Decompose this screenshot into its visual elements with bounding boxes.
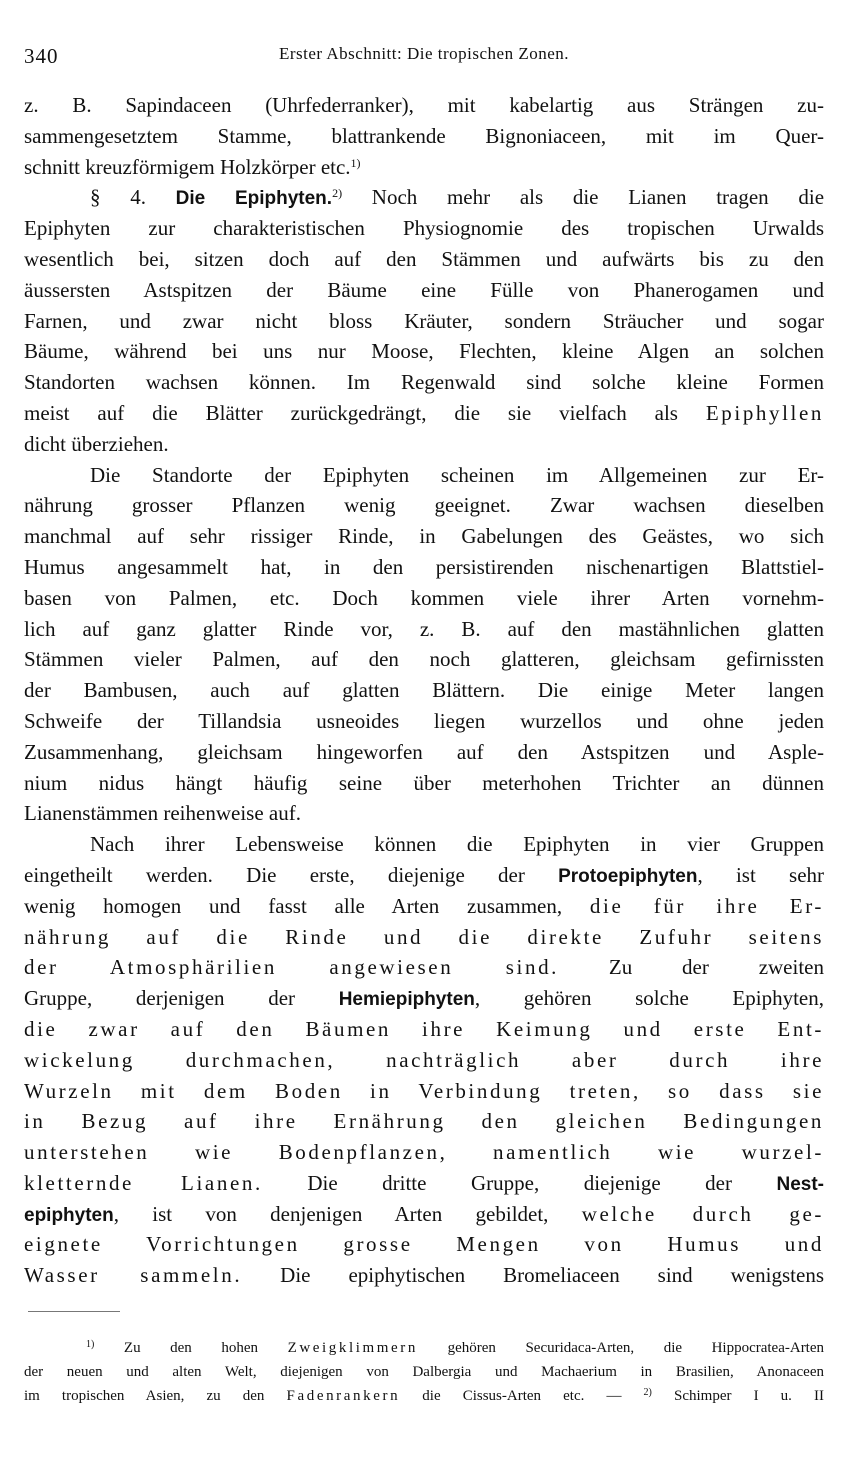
text-line [24, 1137, 824, 1168]
spaced-text: Wasser sammeln. [24, 1263, 243, 1288]
text-line: Schweife der Tillandsia usneoides liegen wurzellos und ohne jeden [24, 708, 824, 733]
spaced-text: unterstehen wie Bodenpflanzen, namentlich wie wurzel- [24, 1140, 824, 1165]
spaced-text: der Atmosphärilien angewiesen sind. [24, 955, 560, 980]
text-line: meist auf die Blätter zurückgedrängt, die sie vielfach als Epiphyllen [24, 400, 825, 425]
text-line: epiphyten, ist von denjenigen Arten gebildet, welche durch ge- [24, 1201, 824, 1226]
text-line: wesentlich bei, sitzen doch auf den Stämmen und aufwärts bis zu den [24, 246, 824, 271]
text-line: kletternde Lianen. Die dritte Gruppe, diejenige der Nest- [24, 1170, 824, 1195]
text-line: Wasser sammeln. Die epiphytischen Bromeliaceen sind wenigstens [24, 1263, 824, 1288]
spaced-text: die für ihre Er- [589, 893, 825, 918]
text-line [24, 1106, 824, 1137]
text-line: eingetheilt werden. Die erste, diejenige der Protoepiphyten, ist sehr [24, 862, 825, 887]
page-header [24, 38, 824, 68]
text-line: Zusammenhang, gleichsam hingeworfen auf den Astspitzen und Asple- [24, 739, 824, 764]
text-line: sammengesetztem Stamme, blattrankende Bignoniaceen, mit im Quer- [24, 123, 824, 148]
section-number: § 4. [90, 185, 146, 210]
text-line: Bäume, während bei uns nur Moose, Flechten, kleine Algen an solchen [24, 339, 824, 364]
text-line: Lianenstämmen reihenweise auf. [24, 801, 301, 826]
spaced-text: kletternde Lianen. [24, 1170, 263, 1195]
spaced-term: Fadenrankern [286, 1388, 401, 1404]
text-line: wenig homogen und fasst alle Arten zusammen, die für ihre Er- [24, 893, 825, 918]
text-line [24, 922, 824, 953]
text-line: nährung grosser Pflanzen wenig geeignet. Zwar wachsen dieselben [24, 493, 824, 518]
text-line: dicht überziehen. [24, 431, 169, 456]
spaced-term: Epiphyllen [705, 400, 825, 425]
footnote-line: im tropischen Asien, zu den Fadenrankern die Cissus-Arten etc. — $^{2)}$ Schimper I u. II [24, 1387, 824, 1404]
footnote-line: der neuen und alten Welt, diejenigen von Dalbergia und Machaerium in Brasilien, Anonaceen [24, 1364, 824, 1380]
text-line: äussersten Astspitzen der Bäume eine Fülle von Phanerogamen und [24, 277, 824, 302]
spaced-text: die zwar auf den Bäumen ihre Keimung und erste Ent- [24, 1016, 824, 1041]
footnote-divider [28, 1311, 120, 1312]
paragraph-start: Die Standorte der Epiphyten scheinen im Allgemeinen zur Er- [90, 462, 824, 487]
footnote-ref: 1) [350, 155, 361, 170]
spaced-text: in Bezug auf ihre Ernährung den gleichen Bedingungen [24, 1109, 824, 1134]
text-line: der Atmosphärilien angewiesen sind. Zu der zweiten [24, 955, 824, 980]
text-line: Farnen, und zwar nicht bloss Kräuter, sondern Sträucher und sogar [24, 308, 824, 333]
section-heading: Die Epiphyten. [175, 188, 333, 210]
group-term: Protoepiphyten [558, 865, 698, 887]
running-title: Erster Abschnitt: Die tropischen Zonen. [278, 44, 570, 63]
footnote-ref: 2) [332, 186, 343, 201]
group-term: Nest- [776, 1173, 824, 1195]
text-line: manchmal auf sehr rissiger Rinde, in Gabelungen des Geästes, wo sich [24, 524, 824, 549]
body-text [24, 90, 824, 1291]
text-line: lich auf ganz glatter Rinde vor, z. B. auf den mastähnlichen glatten [24, 616, 824, 641]
group-term: epiphyten [24, 1204, 114, 1226]
text-line [24, 1076, 824, 1107]
spaced-text: nährung auf die Rinde und die direkte Zufuhr seitens [24, 924, 824, 949]
footnote-marker: 2) [643, 1387, 652, 1398]
spaced-term: Zweigklimmern [287, 1340, 419, 1356]
section-heading-line: § 4. Die Epiphyten.$^{2)}$ Noch mehr als die Lianen tragen die [90, 185, 825, 210]
footnote-line: $^{1)}$ Zu den hohen Zweigklimmern gehören Securidaca-Arten, die Hippocratea-Arten [86, 1339, 825, 1356]
text-line: Standorten wachsen können. Im Regenwald sind solche kleine Formen [24, 370, 824, 395]
text-line: Epiphyten zur charakteristischen Physiognomie des tropischen Urwalds [24, 216, 824, 241]
group-term: Hemiepiphyten [338, 989, 475, 1011]
text-line: der Bambusen, auch auf glatten Blättern. Die einige Meter langen [24, 678, 824, 703]
text-line: basen von Palmen, etc. Doch kommen viele ihrer Arten vornehm- [24, 585, 824, 610]
text-line: nium nidus hängt häufig seine über meterhohen Trichter an dünnen [24, 770, 824, 795]
footnotes [24, 1336, 824, 1408]
spaced-text: welche durch ge- [581, 1201, 824, 1226]
text-line: schnitt kreuzförmigem Holzkörper etc.$^{1)}$ [24, 154, 361, 179]
text-line [24, 1045, 824, 1076]
text-line [24, 1229, 824, 1260]
spaced-text: eignete Vorrichtungen grosse Mengen von Humus und [24, 1232, 824, 1257]
spaced-text: wickelung durchmachen, nachträglich aber durch ihre [24, 1047, 824, 1072]
text-line [24, 1014, 824, 1045]
text-line: Humus angesammelt hat, in den persistirenden nischenartigen Blattstiel- [24, 554, 824, 579]
spaced-text: Wurzeln mit dem Boden in Verbindung treten, so dass sie [24, 1078, 824, 1103]
page-number: 340 [24, 44, 59, 68]
paragraph-start: Nach ihrer Lebensweise können die Epiphyten in vier Gruppen [90, 832, 824, 857]
footnote-marker: 1) [86, 1339, 95, 1350]
text-line: z. B. Sapindaceen (Uhrfederranker), mit kabelartig aus Strängen zu- [24, 93, 824, 117]
text-line: Gruppe, derjenigen der Hemiepiphyten, gehören solche Epiphyten, [24, 986, 824, 1011]
text-line: Stämmen vieler Palmen, auf den noch glatteren, gleichsam gefirnissten [24, 647, 824, 672]
